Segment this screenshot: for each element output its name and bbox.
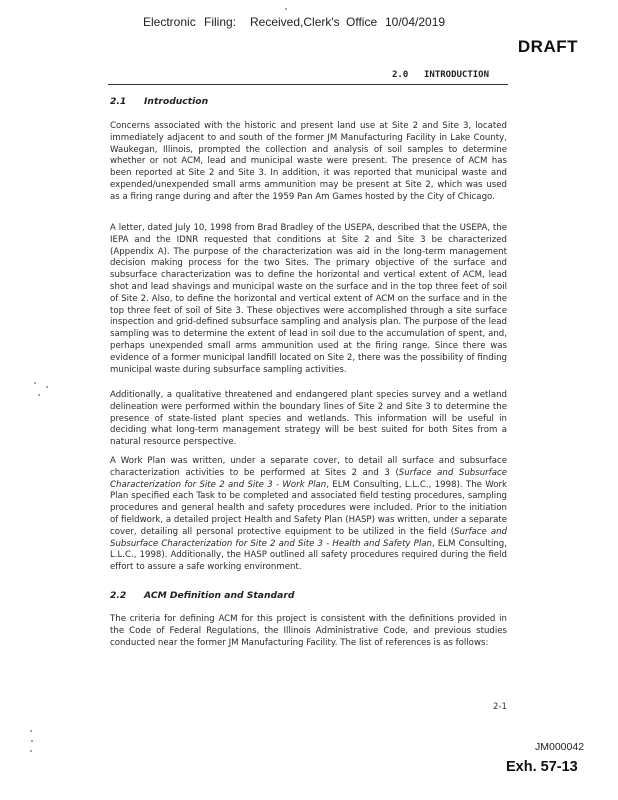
exhibit-label: Exh. 57-13 — [506, 759, 578, 775]
section-2-1-title: Introduction — [144, 96, 209, 107]
work-plan-text-3: , ELM Consulting, L.L.C., 1998). Additionally, the HASP outlined all safety procedures required during the field effort to assure a safe working environment. — [110, 538, 507, 573]
scan-speck — [30, 750, 32, 752]
bates-number: JM000042 — [535, 741, 585, 753]
paragraph-work-plan — [110, 456, 507, 574]
filing-stamp-electronic: Electronic — [143, 15, 196, 29]
page-number: 2-1 — [493, 702, 507, 712]
scan-speck — [34, 382, 36, 384]
filing-stamp-received: Received,Clerk's — [250, 15, 340, 29]
paragraph-acm-criteria: The criteria for defining ACM for this project is consistent with the definitions provided in the Code of Federal Regulations, the Illinois Administrative Code, and previous studies conducted near the former JM Manufacturing Facility. The list of references is as follows: — [110, 614, 507, 648]
scan-speck — [285, 8, 287, 10]
filing-stamp-date: 10/04/2019 — [385, 15, 446, 29]
scan-speck — [46, 386, 48, 388]
section-header-number: 2.0 — [392, 70, 409, 80]
paragraph-additionally: Additionally, a qualitative threatened and endangered plant species survey and a wetland delineation were performed within the boundary lines of Site 2 and Site 3 to determine the presence of state-listed plant species and wetlands. This information will be useful in deciding what long-term management strategy will be best suited for both Sites from a natural resource perspective. — [110, 390, 507, 448]
paragraph-concerns: Concerns associated with the historic and present land use at Site 2 and Site 3, located immediately adjacent to and south of the former JM Manufacturing Facility in Lake County, Waukegan, Illinois, prompted the collection and analysis of soil samples to determine whether or not ACM, lead and municipal waste were present. The presence of ACM has been reported at Site 2 and Site 3. In addition, it was reported that municipal waste and expended/unexpended small arms ammunition may be present at Site 2, which was used as a firing range during and after the 1959 Pan Am Games hosted by the City of Chicago. — [110, 121, 507, 202]
filing-stamp-office: Office — [346, 15, 378, 29]
section-header-title: INTRODUCTION — [424, 70, 490, 80]
scan-speck — [38, 394, 40, 396]
paragraph-letter: A letter, dated July 10, 1998 from Brad Bradley of the USEPA, described that the USEPA, the IEPA and the IDNR requested that conditions at Site 2 and Site 3 be characterized (Appendix A). The purpose of the characterization was aid in the long-term management decision making process for the two Sites. The primary objective of the surface and subsurface characterization was to define the horizontal and vertical extent of ACM, lead shot and lead shavings and municipal waste on the surface and in the top three feet of soil of Site 2. Also, to define the horizontal and vertical extent of ACM on the surface and in the top three feet of soil of Site 3. These objectives were accomplished through a site surface inspection and grid-defined subsurface sampling and analysis plan. The purpose of the lead sampling was to determine the extent of lead in soil due to the accumulation of spent, and, perhaps unexpended small arms ammunition used at the firing range. Since there was evidence of a former municipal landfill located on Site 2, there was the possibility of finding municipal waste during subsurface sampling activities. — [110, 223, 507, 375]
filing-stamp-filing: Filing: — [204, 15, 237, 29]
hasp-title: Surface and Subsurface Characterization for Site 2 and Site 3 - Health and Safety Plan — [110, 526, 507, 549]
header-rule — [108, 84, 508, 85]
section-2-2-title: ACM Definition and Standard — [144, 590, 295, 601]
work-plan-text-1: A Work Plan was written, under a separate cover, to detail all surface and subsurface characterization activities to be performed at Sites 2 and 3 ( — [110, 456, 507, 478]
draft-label: DRAFT — [517, 37, 578, 56]
scan-speck — [30, 730, 32, 732]
work-plan-title: Surface and Subsurface Characterization for Site 2 and Site 3 - Work Plan — [110, 467, 507, 490]
section-2-1-number: 2.1 — [110, 96, 127, 107]
work-plan-text-2: , ELM Consulting, L.L.C., 1998). The Work Plan specified each Task to be completed and associated field testing procedures, sampling procedures and general health and safety procedures were included. Prior to the initiation of fieldwork, a detailed project Health and Safety Plan (HASP) was written, under a separate cover, detailing all personal protective equipment to be utilized in the field ( — [110, 479, 507, 537]
scan-speck — [31, 740, 33, 742]
section-2-2-number: 2.2 — [110, 590, 127, 601]
